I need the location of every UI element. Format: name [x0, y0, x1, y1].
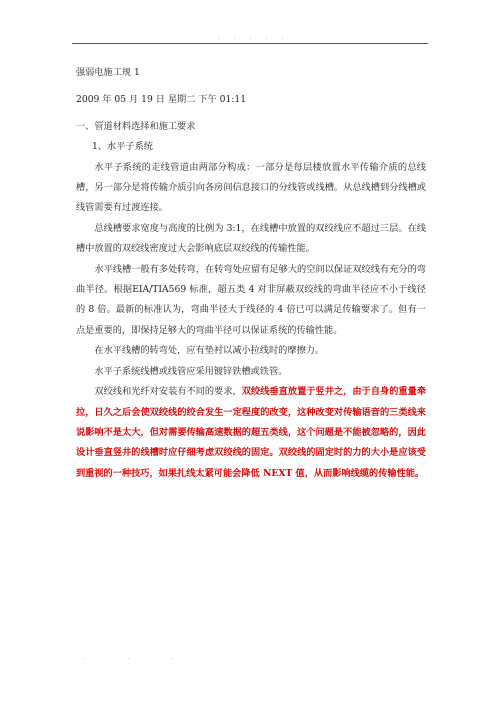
paragraph-4: 在水平线槽的转弯处，应有垫衬以减小拉线时的摩擦力。 — [94, 345, 325, 357]
section-heading: 一、管道材料选择和施工要求 — [76, 120, 196, 132]
header-rule — [72, 43, 428, 44]
paragraph-2: 总线槽要求宽度与高度的比例为 3:1，在线槽中放置的双绞线应不超过三层。在线槽中放置的双绞线密度过大会影响底层双绞线的传输性能。 — [76, 222, 426, 255]
header-marks: . . . . . — [218, 34, 290, 41]
paragraph-6-normal: 双绞线和光纤对安装有不同的要求， — [94, 386, 242, 398]
paragraph-1: 水平子系统的走线管道由两部分构成：一部分是每层楼放置水平传输介质的总线槽，另一部分是将传输介质引向各房间信息接口的分线管或线槽。从总线槽到分线槽或线管需要有过渡连接。 — [76, 161, 426, 214]
document-date: 2009 年 05 月 19 日 星期二 下午 01:11 — [76, 94, 247, 106]
paragraph-6 — [76, 382, 426, 484]
paragraph-5: 水平子系统线槽或线管应采用镀锌铁槽或铁管。 — [94, 365, 288, 377]
paragraph-3: 水平线槽一般有多处转弯，在转弯处应留有足够大的空间以保证双绞线有充分的弯曲半径。根据EIA/TIA569 标准，超五类 4 对非屏蔽双绞线的弯曲半径应不小于线径的 8 倍。最新的标准认为，弯曲半径大于线径的 4 倍已可以满足传输要求了。但有一点是重要的，即保持足够大的弯曲半径可以保证系统的传输性能。 — [76, 263, 426, 336]
document-title: 强弱电施工规 1 — [76, 67, 140, 78]
document-body — [76, 63, 426, 484]
paragraph-6-highlight: 双绞线垂直放置于竖井之，由于自身的重量牵拉，日久之后会使双绞线的绞合发生一定程度的改变，这种改变对传输语音的三类线来说影响不是太大，但对需要传输高速数据的超五类线，这个问题是不能被忽略的，因此设计垂直竖井的线槽时应仔细考虑双绞线的固定。双绞线的固定时的力的大小是应该受到重视的一种技巧，如果扎线太紧可能会降低 NEXT 值，从而影响线缆的传输性能。 — [76, 386, 427, 479]
footer-marks: . . . — [84, 654, 194, 661]
subsection-heading: 1、水平子系统 — [92, 141, 153, 153]
